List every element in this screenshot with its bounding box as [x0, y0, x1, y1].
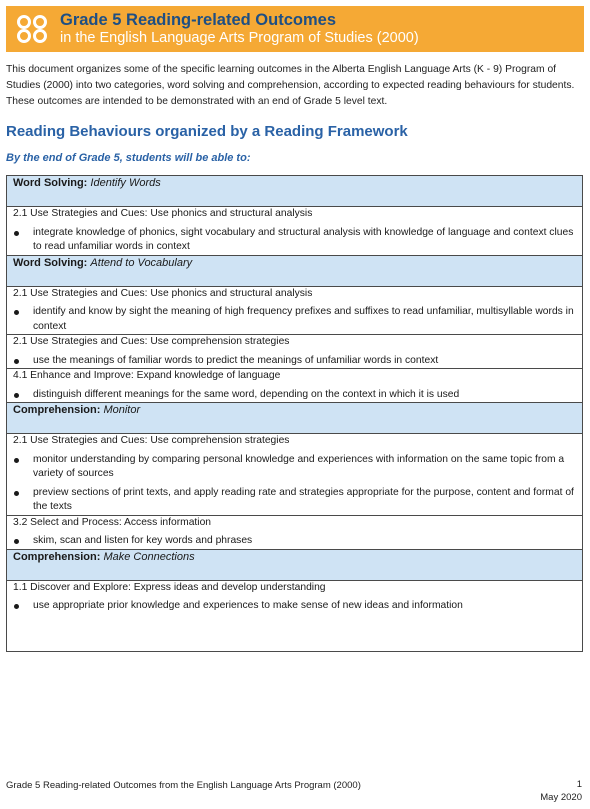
- outcome-strategy: 3.2 Select and Process: Access information: [13, 516, 212, 528]
- outcome-bullet: skim, scan and listen for key words and phrases: [13, 534, 576, 549]
- outcome-bullet: use the meanings of familiar words to predict the meanings of unfamiliar words in context: [13, 354, 576, 369]
- alberta-emblem-icon: [10, 9, 54, 49]
- outcome-row: [7, 335, 583, 369]
- outcome-strategy: 1.1 Discover and Explore: Express ideas and develop understanding: [13, 581, 326, 593]
- category-label: Comprehension:: [13, 550, 101, 563]
- category-focus: Attend to Vocabulary: [90, 256, 193, 269]
- footer-document-title: Grade 5 Reading-related Outcomes from the English Language Arts Program (2000): [6, 780, 361, 791]
- outcome-row: [7, 515, 583, 549]
- outcome-bullet-list: [13, 534, 576, 549]
- outcome-row: [7, 207, 583, 256]
- outcome-row: [7, 580, 583, 651]
- outcome-cell: [7, 335, 583, 369]
- outcome-bullet: preview sections of print texts, and apply reading rate and strategies appropriate for the purpose, content and format of the texts: [13, 486, 576, 515]
- outcome-bullet: distinguish different meanings for the same word, depending on the context in which it is used: [13, 388, 576, 403]
- category-header-row: [7, 255, 583, 286]
- page-number: 1: [576, 779, 582, 790]
- outcome-bullet: monitor understanding by comparing personal knowledge and experiences with information on the same topic from a variety of sources: [13, 453, 576, 482]
- outcome-cell: [7, 515, 583, 549]
- footer-page-info: [540, 778, 582, 804]
- title-banner: [6, 6, 584, 52]
- outcome-row: [7, 286, 583, 335]
- outcome-strategy: 2.1 Use Strategies and Cues: Use phonics and structural analysis: [13, 208, 313, 219]
- page-subtitle: in the English Language Arts Program of Studies (2000): [60, 29, 419, 46]
- category-focus: Identify Words: [90, 177, 161, 189]
- outcome-bullet-list: [13, 453, 576, 515]
- intro-paragraph: This document organizes some of the specific learning outcomes in the Alberta English Language Arts (K - 9) Program of Studies (2000) into two categories, word solving and comprehension, according to expected reading behaviours for students. These outcomes are intended to be demonstrated with an end of Grade 5 level text.: [6, 64, 575, 107]
- category-header-row: [7, 176, 583, 207]
- section-heading: Reading Behaviours organized by a Reading Framework: [6, 123, 408, 140]
- outcome-cell: [7, 434, 583, 516]
- outcome-bullet-list: [13, 305, 576, 334]
- outcome-strategy: 2.1 Use Strategies and Cues: Use comprehension strategies: [13, 336, 290, 347]
- category-header-row: [7, 549, 583, 580]
- category-label: Comprehension:: [13, 404, 101, 416]
- outcome-bullet: integrate knowledge of phonics, sight vocabulary and structural analysis with knowledge of language and context clues to read unfamiliar words in context: [13, 226, 576, 255]
- outcome-bullet-list: [13, 599, 576, 614]
- category-focus: Make Connections: [103, 550, 195, 563]
- outcome-bullet-list: [13, 388, 576, 403]
- outcome-row: [7, 434, 583, 516]
- page-title: Grade 5 Reading-related Outcomes: [60, 11, 336, 30]
- outcome-cell: [7, 286, 583, 335]
- category-label: Word Solving:: [13, 256, 88, 269]
- category-header: [7, 176, 583, 207]
- category-label: Word Solving:: [13, 177, 88, 189]
- category-header: [7, 255, 583, 286]
- category-header: [7, 403, 583, 434]
- outcome-cell: [7, 207, 583, 256]
- outcome-bullet-list: [13, 226, 576, 255]
- outcomes-table: [6, 175, 583, 652]
- lead-sentence: By the end of Grade 5, students will be able to:: [6, 152, 251, 164]
- category-header-row: [7, 403, 583, 434]
- outcome-cell: [7, 369, 583, 403]
- outcome-bullet: identify and know by sight the meaning of high frequency prefixes and suffixes to read unfamiliar, multisyllable words in context: [13, 305, 576, 334]
- outcome-cell: [7, 580, 583, 651]
- outcome-strategy: 2.1 Use Strategies and Cues: Use phonics and structural analysis: [13, 287, 313, 299]
- outcome-bullet-list: [13, 354, 576, 369]
- category-focus: Monitor: [103, 404, 141, 416]
- outcome-strategy: 2.1 Use Strategies and Cues: Use comprehension strategies: [13, 435, 290, 446]
- outcome-row: [7, 369, 583, 403]
- outcome-strategy: 4.1 Enhance and Improve: Expand knowledge of language: [13, 370, 281, 381]
- outcome-bullet: use appropriate prior knowledge and experiences to make sense of new ideas and information: [13, 599, 576, 614]
- footer-date: May 2020: [540, 792, 582, 803]
- category-header: [7, 549, 583, 580]
